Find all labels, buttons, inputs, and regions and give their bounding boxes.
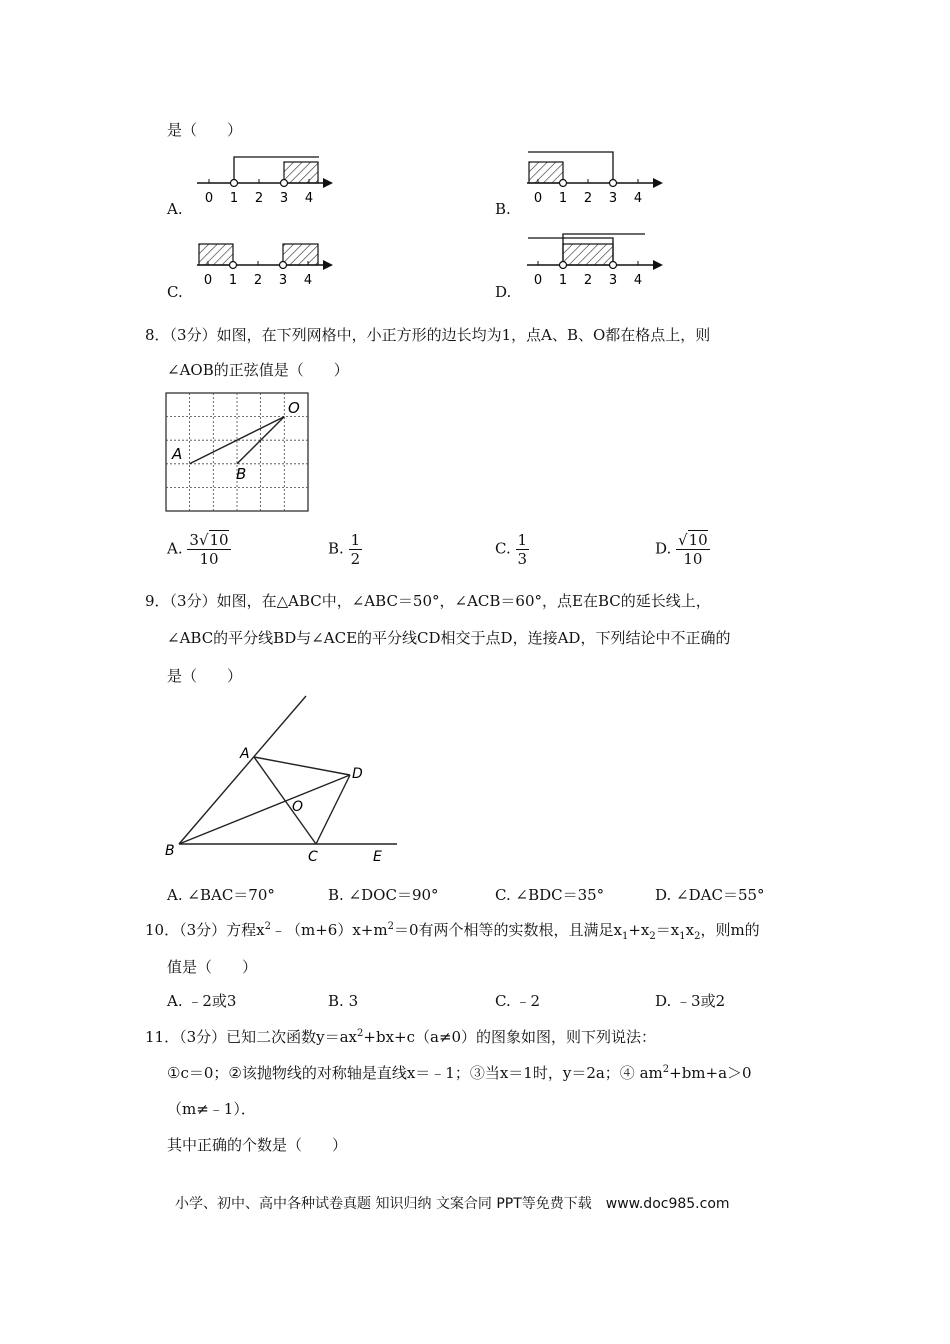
q9-point-c: C — [308, 849, 318, 864]
q7-option-c-label: C. — [167, 283, 183, 301]
q8-line1 — [145, 325, 710, 345]
q8-text1: 如图，在下列网格中，小正方形的边长均为1，点A、B、O都在格点上，则 — [216, 326, 711, 344]
q9-number: 9． — [145, 592, 170, 610]
q8-grid-figure — [165, 392, 310, 514]
q8-point-o: O — [288, 399, 300, 417]
q8-option-a-fraction: $\frac{3√10}{10}$ — [189, 531, 229, 568]
q7-option-a-numberline — [195, 150, 340, 208]
q7-option-b-numberline — [525, 150, 670, 208]
q11-line2: ①c＝0；②该抛物线的对称轴是直线x＝﹣1；③当x＝1时，y＝2a；④ $am^2+bm+a>0$ — [167, 1064, 752, 1082]
q11-line1: 11．（3分）已知二次函数$y=ax^2+bx+c(a\ne 0)$的图象如图，则下列说法： — [145, 1028, 657, 1046]
tick-label: 1 — [228, 273, 238, 288]
q9-point-o: O — [292, 799, 304, 815]
q8-score: （3分） — [169, 326, 217, 344]
q8-option-d-fraction: $\frac{√10}{10}$ — [678, 531, 708, 568]
q8-option-c-fraction: $\frac{1}{3}$ — [517, 531, 528, 568]
tick-label: 3 — [279, 191, 289, 206]
tick-label: 4 — [633, 191, 643, 206]
q7-option-d-label: D. — [495, 283, 512, 301]
q7-tail: 是（ ） — [167, 121, 243, 139]
q8-option-a-label: A. — [167, 539, 183, 558]
q9-option-a: A. ∠BAC＝70° — [167, 886, 275, 904]
q9-line2: ∠ABC的平分线BD与∠ACE的平分线CD相交于点D，连接AD，下列结论中不正确的 — [167, 629, 731, 647]
tick-label: 3 — [278, 273, 288, 288]
q9-line3: 是（ ） — [167, 667, 243, 685]
q8-line2: ∠AOB的正弦值是（ ） — [167, 361, 349, 379]
tick-label: 4 — [303, 273, 313, 288]
q7-option-a-label: A. — [167, 200, 183, 218]
page-footer: 小学、初中、高中各种试卷真题 知识归纳 文案合同 PPT等免费下载 www.doc985.com — [175, 1196, 730, 1212]
q9-option-c: C. ∠BDC＝35° — [495, 886, 605, 904]
q8-option-b — [328, 531, 362, 568]
q8-option-a — [167, 531, 231, 568]
q8-option-b-label: B. — [328, 539, 344, 558]
q11-line3: （m≠﹣1）． — [167, 1100, 256, 1118]
q7-option-d-numberline — [525, 232, 670, 290]
tick-label: 2 — [253, 273, 263, 288]
q9-line1 — [145, 591, 711, 611]
q8-option-d — [655, 531, 710, 568]
q9-point-b: B — [165, 843, 175, 859]
q10-line1: 10．（3分）方程$x^2﹣(m+6)x+m^2=0$有两个相等的实数根，且满足$x_1+x_2=x_1x_2$，则m的 — [145, 921, 760, 942]
q9-point-e: E — [373, 849, 382, 864]
q8-option-c — [495, 531, 529, 568]
q11-line4: 其中正确的个数是（ ） — [167, 1136, 348, 1154]
tick-label: 4 — [304, 191, 314, 206]
q9-point-a: A — [240, 746, 250, 762]
q10-option-d: D. ﹣3或2 — [655, 992, 726, 1010]
q9-score: （3分） — [169, 592, 217, 610]
q7-option-c-numberline — [195, 232, 340, 290]
q8-option-c-label: C. — [495, 539, 511, 558]
q9-text1: 如图，在△ABC中，∠ABC＝50°，∠ACB＝60°，点E在BC的延长线上， — [216, 592, 711, 610]
q9-option-b: B. ∠DOC＝90° — [328, 886, 439, 904]
tick-label: 0 — [533, 191, 543, 206]
q10-option-a: A. ﹣2或3 — [167, 992, 237, 1010]
q7-option-b-label: B. — [495, 200, 511, 218]
q10-line2: 值是（ ） — [167, 958, 258, 976]
q9-point-d: D — [352, 766, 363, 782]
q9-triangle-figure — [160, 692, 405, 864]
tick-label: 2 — [254, 191, 264, 206]
q8-option-d-label: D. — [655, 539, 672, 558]
tick-label: 3 — [608, 191, 618, 206]
tick-label: 2 — [583, 191, 593, 206]
q8-point-b: B — [236, 465, 247, 483]
q9-option-d: D. ∠DAC＝55° — [655, 886, 765, 904]
q8-option-b-fraction: $\frac{1}{2}$ — [350, 531, 361, 568]
tick-label: 0 — [204, 191, 214, 206]
q10-option-c: C. ﹣2 — [495, 992, 541, 1010]
tick-label: 0 — [533, 273, 543, 288]
q8-number: 8． — [145, 326, 170, 344]
tick-label: 2 — [583, 273, 593, 288]
tick-label: 3 — [608, 273, 618, 288]
tick-label: 1 — [229, 191, 239, 206]
q8-point-a: A — [172, 445, 183, 463]
tick-label: 4 — [633, 273, 643, 288]
tick-label: 1 — [558, 191, 568, 206]
tick-label: 0 — [203, 273, 213, 288]
tick-label: 1 — [558, 273, 568, 288]
q10-option-b: B. 3 — [328, 992, 359, 1010]
